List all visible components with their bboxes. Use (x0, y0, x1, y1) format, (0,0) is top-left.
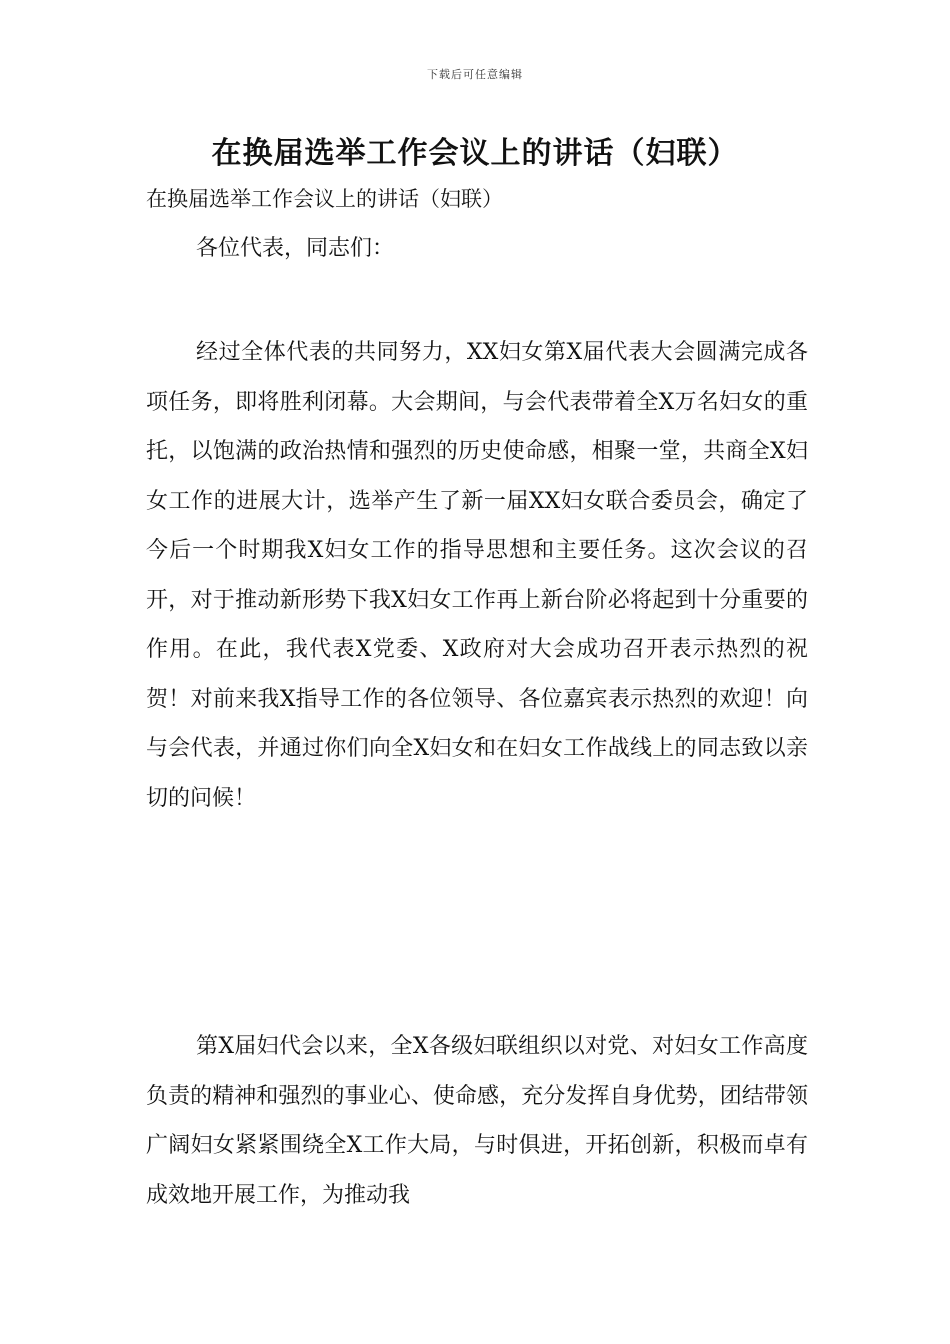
paragraph-1: 经过全体代表的共同努力，XX妇女第X届代表大会圆满完成各项任务，即将胜利闭幕。大会期间，与会代表带着全X万名妇女的重托，以饱满的政治热情和强烈的历史使命感，相聚一堂，共商全X妇女工作的进展大计，选举产生了新一届XX妇女联合委员会，确定了今后一个时期我X妇女工作的指导思想和主要任务。这次会议的召开，对于推动新形势下我X妇女工作再上新台阶必将起到十分重要的作用。在此，我代表X党委、X政府对大会成功召开表示热烈的祝贺！对前来我X指导工作的各位领导、各位嘉宾表示热烈的欢迎！向与会代表，并通过你们向全X妇女和在妇女工作战线上的同志致以亲切的问候！ (146, 340, 808, 811)
header-note: 下载后可任意编辑 (427, 68, 523, 81)
greeting: 各位代表，同志们： (196, 236, 395, 261)
document-title: 在换届选举工作会议上的讲话（妇联） (211, 136, 739, 171)
paragraph-2: 第X届妇代会以来，全X各级妇联组织以对党、对妇女工作高度负责的精神和强烈的事业心、使命感，充分发挥自身优势，团结带领广阔妇女紧紧围绕全X工作大局，与时俱进，开拓创新，积极而卓有成效地开展工作，为推动我 (146, 1034, 808, 1208)
document-subtitle: 在换届选举工作会议上的讲话（妇联） (146, 187, 503, 211)
